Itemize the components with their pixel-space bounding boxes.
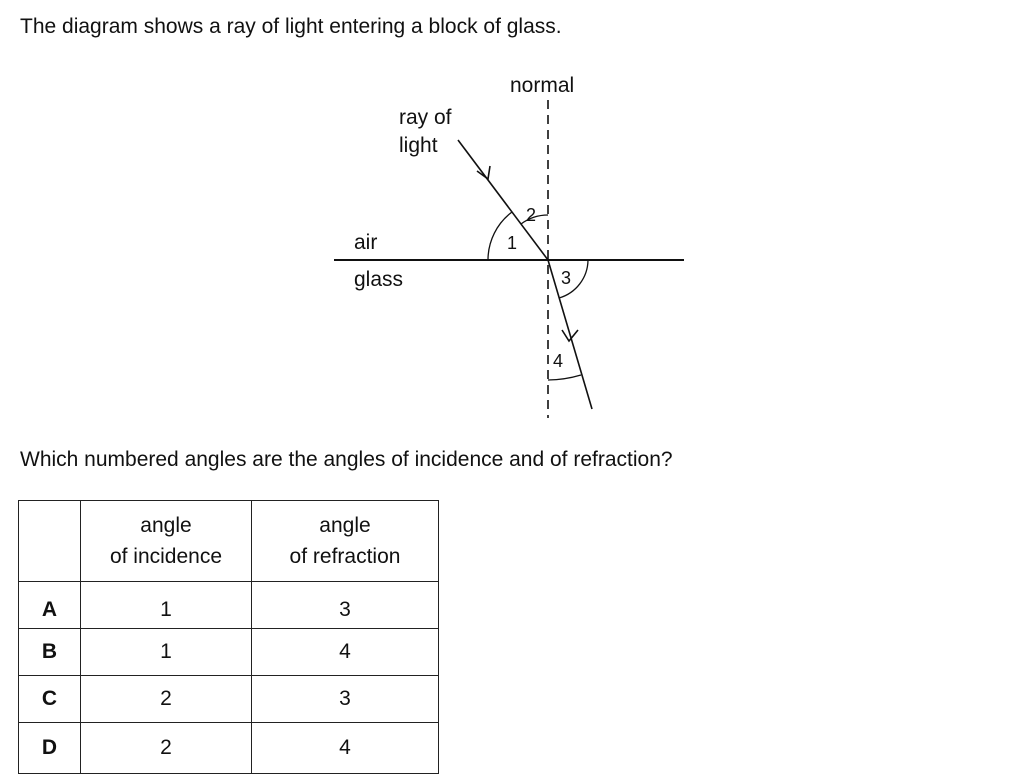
glass-label: glass — [354, 268, 404, 291]
air-label: air — [354, 231, 378, 254]
table-header-row — [19, 501, 439, 582]
refraction-value: 3 — [252, 582, 439, 629]
header-incidence-line1: angle — [140, 514, 192, 537]
option-letter[interactable]: A — [19, 582, 81, 629]
table-row[interactable] — [19, 676, 439, 723]
incidence-value: 2 — [81, 723, 252, 774]
option-letter[interactable]: B — [19, 629, 81, 676]
angle-label-4: 4 — [553, 351, 564, 371]
option-letter[interactable]: D — [19, 723, 81, 774]
normal-label: normal — [510, 74, 575, 97]
header-incidence-line2: of incidence — [109, 545, 223, 568]
incidence-value: 1 — [81, 629, 252, 676]
incident-ray — [458, 140, 548, 260]
header-refraction-line1: angle — [319, 514, 371, 537]
incidence-value: 1 — [81, 582, 252, 629]
table-row[interactable] — [19, 723, 439, 774]
table-row[interactable] — [19, 582, 439, 629]
header-refraction — [252, 501, 439, 582]
header-incidence — [81, 501, 252, 582]
angle-arc-4 — [548, 375, 581, 380]
incidence-value: 2 — [81, 676, 252, 723]
option-letter[interactable]: C — [19, 676, 81, 723]
angle-label-2: 2 — [526, 205, 537, 225]
table-row[interactable] — [19, 629, 439, 676]
refraction-value: 3 — [252, 676, 439, 723]
header-refraction-line2: of refraction — [289, 545, 401, 568]
intro-text: The diagram shows a ray of light entering a block of glass. — [20, 15, 562, 38]
angle-label-3: 3 — [561, 268, 572, 288]
header-letter-cell — [19, 501, 81, 582]
ray-label-line2: light — [399, 134, 438, 157]
refraction-value: 4 — [252, 723, 439, 774]
angle-label-1: 1 — [507, 233, 518, 253]
ray-label-line1: ray of — [399, 106, 452, 129]
refraction-value: 4 — [252, 629, 439, 676]
question-text: Which numbered angles are the angles of incidence and of refraction? — [20, 448, 673, 471]
answer-options-table — [18, 500, 439, 774]
